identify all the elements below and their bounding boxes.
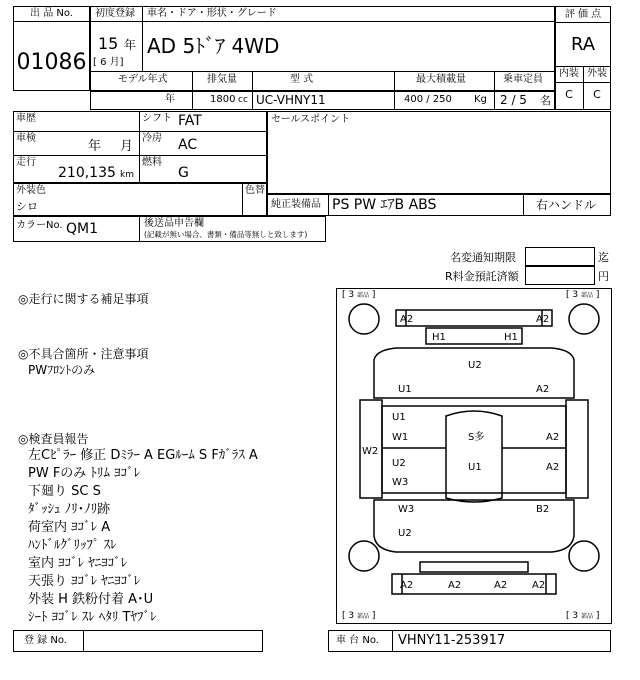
chassis-number: VHNY11-253917: [398, 633, 506, 648]
name-change-unit: 迄: [598, 251, 609, 264]
model-year-label: モデル年式: [118, 74, 168, 85]
interior-grade: C: [565, 88, 573, 101]
mark-rocker-left: W2: [362, 446, 379, 457]
docs-note: (記載が無い場合、書類・備品等無しと致します): [144, 230, 308, 239]
mark-rear-left: U2: [398, 528, 412, 539]
mileage-unit: km: [120, 170, 134, 180]
type-label: 型 式: [290, 74, 314, 85]
ac-value: AC: [178, 137, 198, 153]
displacement: 1800: [210, 94, 236, 105]
mark-quarter-right: B2: [536, 504, 550, 515]
front-bumper: [396, 310, 552, 326]
displacement-label: 排気量: [207, 74, 237, 85]
tire-tl-label: [ 3 部品 ]: [342, 290, 376, 300]
color-number-label: カラーNo.: [16, 220, 63, 231]
mark-rear-bumper-1: A2: [400, 580, 414, 591]
exterior-label: 外装: [587, 68, 607, 79]
roof-outline: [446, 411, 502, 502]
shift-value: FAT: [178, 113, 202, 129]
car-name: AD 5ﾄﾞｱ 4WD: [147, 34, 280, 58]
tire-tr-label: [ 3 部品 ]: [566, 290, 600, 300]
fuel-label: 燃料: [142, 157, 162, 168]
tire-bl-label: [ 3 部品 ]: [342, 611, 376, 621]
inspector-remarks-title: ◎検査員報告: [18, 432, 89, 446]
tire-rear-left: [349, 541, 379, 571]
mark-roof-top: S多: [468, 432, 485, 443]
name-change-label: 名変通知期限: [450, 251, 516, 264]
color-number: QM1: [66, 221, 99, 237]
right-side: [566, 400, 588, 498]
mark-rear-door-right: A2: [546, 462, 560, 473]
mark-rear-bumper-3: A2: [494, 580, 508, 591]
max-load: 400 / 250: [404, 94, 452, 105]
tire-front-left: [349, 304, 379, 334]
inspector-line: 左Cﾋﾟﾗｰ 修正 Dﾐﾗｰ A EGﾙｰﾑ S Fｶﾞﾗｽ A: [28, 448, 258, 463]
mark-rear-door-left: W3: [392, 477, 409, 488]
exterior-color-label: 外装色: [16, 185, 46, 196]
car-name-label: 車名・ドア・形状・グレード: [147, 8, 277, 19]
exterior-color-box: [13, 183, 267, 216]
mileage-value: 210,135: [58, 165, 116, 181]
mark-front-door-left-upper: U1: [392, 412, 406, 423]
mark-front-bumper-left: A2: [400, 314, 414, 325]
lot-number-label: 出 品 No.: [30, 8, 73, 19]
interior-label: 内装: [559, 68, 579, 79]
capacity-label: 乗車定員: [503, 74, 543, 85]
history-label: 車歴: [16, 113, 36, 124]
mark-front-bumper-right: A2: [536, 314, 550, 325]
first-registration-year: 15: [98, 34, 119, 53]
steering-value: 右ハンドル: [536, 198, 597, 212]
model-type: UC-VHNY11: [256, 93, 326, 107]
shaken-month-unit: 月: [120, 139, 134, 154]
mark-hood: U2: [468, 360, 482, 371]
mark-rear-bumper-4: A2: [532, 580, 546, 591]
year-unit: 年: [124, 38, 137, 52]
mark-rear-door-left-upper: U2: [392, 458, 406, 469]
driving-remarks-title: ◎走行に関する補足事項: [18, 292, 149, 306]
mark-headlight-left: H1: [432, 332, 446, 343]
inspector-line: 外装 H 鉄粉付着 A･U: [28, 592, 154, 607]
inspector-line: 荷室内 ﾖｺﾞﾚ A: [28, 520, 111, 535]
mark-rear-bumper-2: A2: [448, 580, 462, 591]
lot-number: 01086: [16, 50, 87, 75]
registration-number-label: 登 録 No.: [24, 635, 67, 646]
specs-box: [13, 111, 267, 183]
defect-remarks-title: ◎不具合箇所・注意事項: [18, 347, 149, 361]
mark-fender-left: U1: [398, 384, 412, 395]
docs-label: 後送品申告欄: [144, 218, 204, 229]
sales-point-label: セールスポイント: [271, 114, 351, 125]
shift-label: シフト: [142, 113, 172, 124]
mark-fender-right: A2: [536, 384, 550, 395]
exterior-color: シロ: [16, 200, 38, 213]
inspector-line: ｼｰﾄ ﾖｺﾞﾚ ｽﾚ ﾍﾀﾘ Tﾔﾌﾞﾚ: [28, 610, 157, 625]
exterior-grade: C: [593, 88, 601, 101]
tire-front-right: [569, 304, 599, 334]
recycle-label: R料金預託済額: [445, 270, 519, 283]
first-registration-month: [ 6 月]: [93, 57, 124, 68]
equipment-label: 純正装備品: [271, 199, 321, 210]
recycle-unit: 円: [598, 270, 609, 283]
inspector-line: ﾀﾞｯｼｭ ﾉﾘ･ﾉﾘ跡: [28, 502, 111, 517]
mark-front-door-left: W1: [392, 432, 409, 443]
mark-front-door-right: A2: [546, 432, 560, 443]
repaint-label: 色替: [245, 185, 265, 196]
rating-label: 評 価 点: [564, 9, 602, 20]
first-registration-label: 初度登録: [95, 8, 135, 19]
mark-headlight-right: H1: [504, 332, 518, 343]
inspector-line: 天張り ﾖｺﾞﾚ ﾔﾆﾖｺﾞﾚ: [28, 574, 141, 589]
capacity: 2 / 5: [500, 93, 527, 107]
mark-quarter-left: W3: [398, 504, 415, 515]
fuel-value: G: [178, 165, 189, 181]
mark-roof: U1: [468, 462, 482, 473]
inspector-line: 室内 ﾖｺﾞﾚ ﾔﾆﾖｺﾞﾚ: [28, 556, 128, 571]
chassis-number-label: 車 台 No.: [336, 635, 379, 646]
max-load-unit: Kg: [474, 94, 487, 105]
tire-br-label: [ 3 部品 ]: [566, 611, 600, 621]
capacity-unit: 名: [540, 94, 551, 107]
tire-rear-right: [569, 541, 599, 571]
inspector-line: ﾊﾝﾄﾞﾙｸﾞﾘｯﾌﾟ ｽﾚ: [28, 538, 117, 553]
inspector-line: PW Fのみ ﾄﾘﾑ ﾖｺﾞﾚ: [28, 466, 141, 481]
model-year-unit: 年: [165, 94, 175, 105]
rating-value: RA: [570, 34, 596, 55]
max-load-label: 最大積載量: [416, 74, 466, 85]
inspector-line: 下廻り SC S: [28, 484, 101, 499]
defect-line: PWﾌﾛﾝﾄのみ: [28, 363, 96, 377]
rear-panel: [420, 562, 528, 572]
shaken-label: 車検: [16, 133, 36, 144]
damage-diagram: [336, 288, 612, 624]
equipment-value: PS PW ｴｱB ABS: [332, 197, 437, 213]
cabin-outline: [382, 406, 566, 493]
displacement-unit: cc: [238, 95, 248, 105]
name-change-field: [525, 247, 595, 266]
shaken-year-unit: 年: [88, 139, 102, 154]
recycle-field: [525, 266, 595, 285]
ac-label: 冷房: [142, 133, 162, 144]
mileage-label: 走行: [16, 157, 36, 168]
